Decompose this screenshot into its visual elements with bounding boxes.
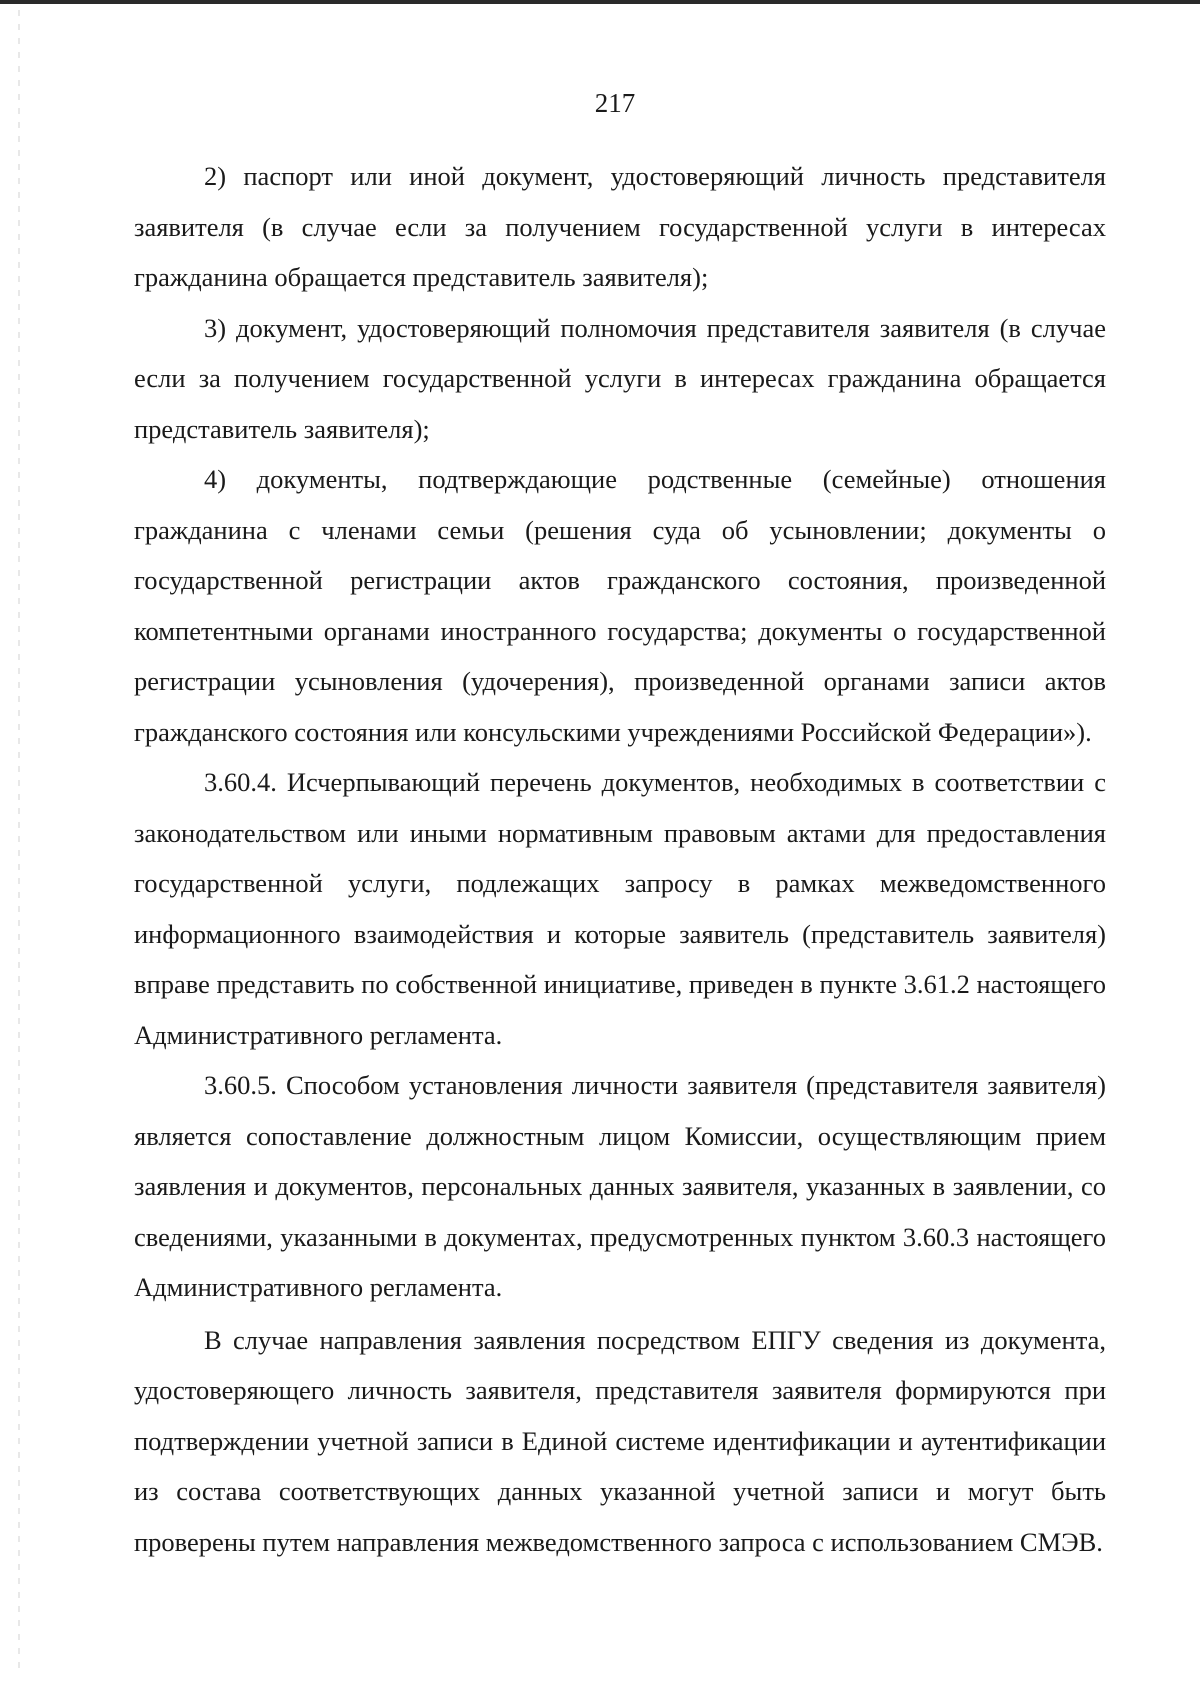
paragraph-item-2: 2) паспорт или иной документ, удостоверяющий личность представителя заявителя (в случае если за получением государственной услуги в интересах гражданина обращается представитель заявителя); (134, 161, 1106, 292)
paragraph-item-3: 3) документ, удостоверяющий полномочия представителя заявителя (в случае если за получением государственной услуги в интересах гражданина обращается представитель заявителя); (134, 312, 1106, 444)
paragraph-3-60-5: 3.60.5. Способом установления личности заявителя (представителя заявителя) является сопоставление должностным лицом Комиссии, осуществляющим прием заявления и документов, персональных данных заявителя, указанных в заявлении, со сведениями, указанными в документах, предусмотренных пунктом 3.60.3 настоящего Административного регламента. (134, 1070, 1106, 1302)
scan-left-edge (18, 10, 20, 1670)
paragraph-epgu: В случае направления заявления посредством ЕПГУ сведения из документа, удостоверяющего личность заявителя, представителя заявителя формируются при подтверждении учетной записи в Единой системе идентификации и аутентификации из состава соответствующих данных указанной учетной записи и могут быть проверены путем направления межведомственного запроса с использованием СМЭВ. (134, 1324, 1106, 1557)
page-number: 217 (594, 88, 636, 118)
paragraph-item-4: 4) документы, подтверждающие родственные (семейные) отношения гражданина с членами семьи (решения суда об усыновлении; документы о государственной регистрации актов гражданского состояния, произведенной компетентными органами иностранного государства; документы о государственной регистрации усыновления (удочерения), произведенной органами записи актов гражданского состояния или консульскими учреждениями Российской Федерации»). (134, 464, 1106, 747)
top-border-rule (0, 0, 1200, 4)
paragraph-3-60-4: 3.60.4. Исчерпывающий перечень документов, необходимых в соответствии с законодательством или иными нормативным правовым актами для предоставления государственной услуги, подлежащих запросу в рамках межведомственного информационного взаимодействия и которые заявитель (представитель заявителя) вправе представить по собственной инициативе, приведен в пункте 3.61.2 настоящего Административного регламента. (134, 767, 1106, 1050)
document-body (134, 151, 1106, 1567)
